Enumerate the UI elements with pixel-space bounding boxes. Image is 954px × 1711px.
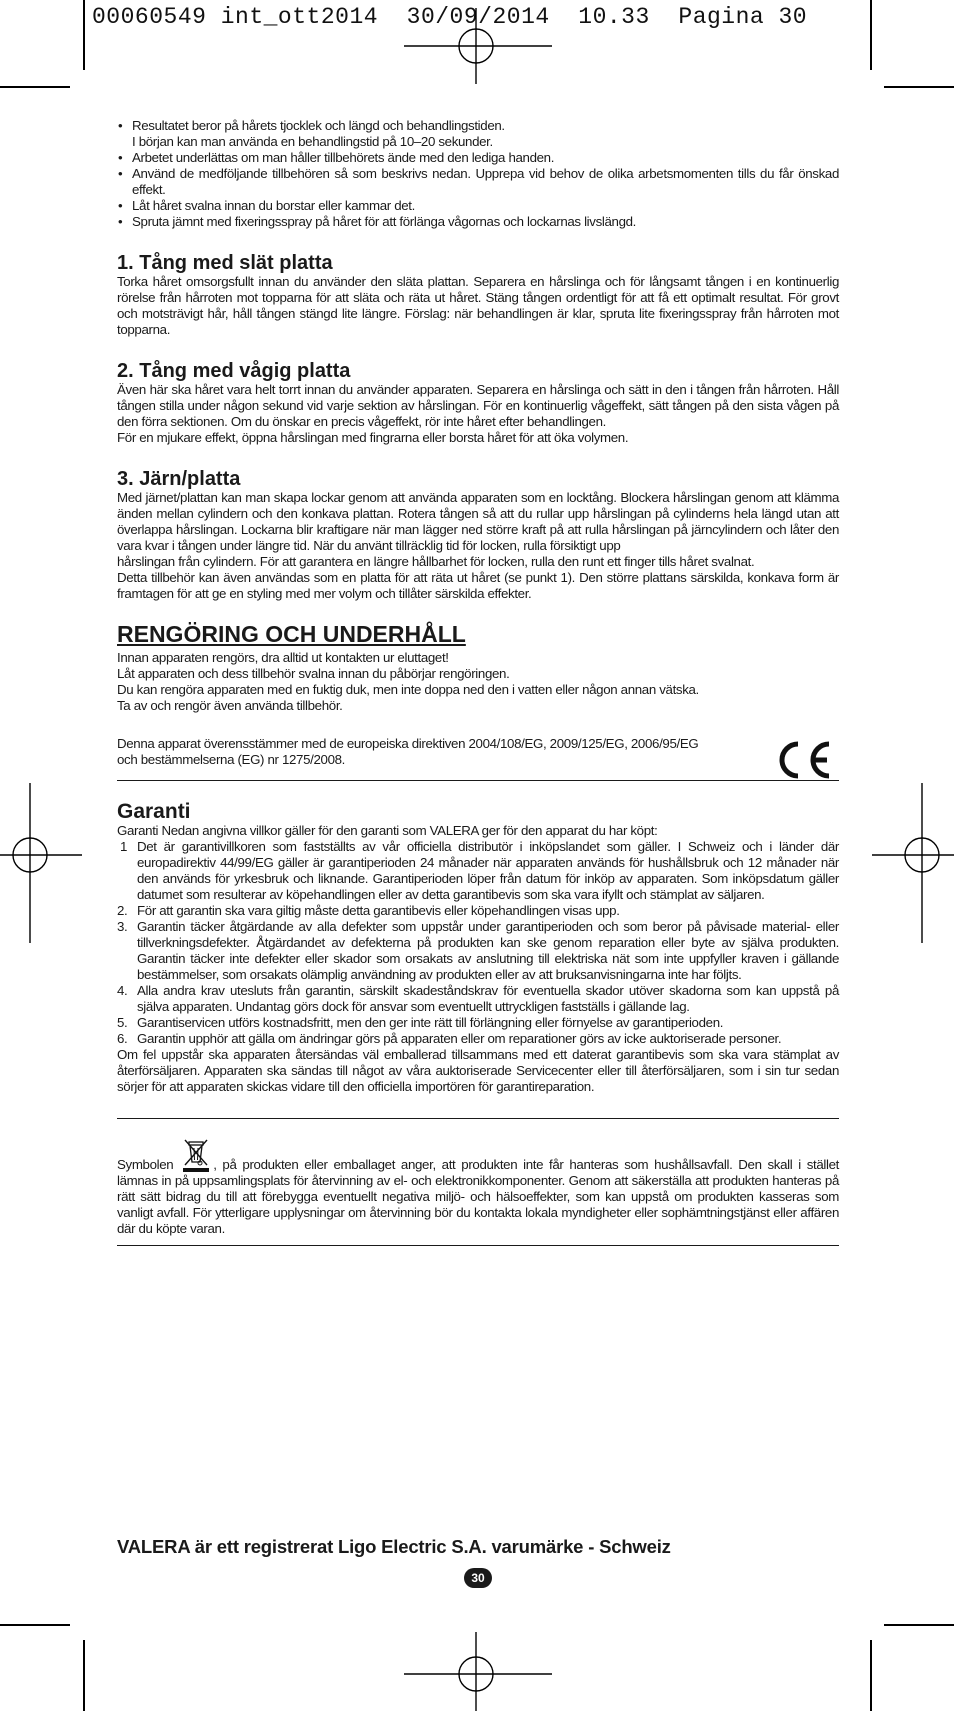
guarantee-term: 6. Garantin upphör att gälla om ändringar görs på apparaten eller om reparationer görs av icke auktoriserade personer. [117, 1031, 782, 1046]
registration-mark-bottom [400, 1632, 560, 1711]
brand-line: VALERA är ett registrerat Ligo Electric S.A. varumärke - Schweiz [117, 1536, 671, 1557]
compliance-text: Denna apparat överensstämmer med de europeiska direktiven 2004/108/EG, 2009/125/EG, 2006/95/EG och bestämmelserna (EG) nr 1275/2008. [117, 736, 699, 767]
guarantee-term: 5. Garantiservicen utförs kostnadsfritt, men den ger inte rätt till förlängning eller förnyelse av garantiperioden. [117, 1015, 724, 1030]
tip-item: • Arbetet underlättas om man håller tillbehörets ände med den lediga handen. [117, 150, 839, 166]
crop-mark-top-right-v [870, 0, 872, 70]
guarantee-intro: Garanti Nedan angivna villkor gäller för den garanti som VALERA ger för den apparat du har köpt: [117, 823, 658, 838]
cleaning-heading: RENGÖRING OCH UNDERHÅLL [117, 621, 466, 647]
section-paragraph: Även här ska håret vara helt torrt innan du använder apparaten. Separera en hårslinga och sätt in den i tången från hårroten. Håll tången stilla under någon sekund vid varje sektion av hårslingan. För en kontinuerlig vågeffekt, sätt tången på den sista vågen på den förra sektionen. Om du önskar en precis vågeffekt, rör inte håret efter behandlingen. [117, 382, 839, 429]
cleaning-line: Innan apparaten rengörs, dra alltid ut kontakten ur eluttaget! [117, 650, 449, 665]
weee-notice: Symbolen , på produkten eller emballaget anger, att produkten inte får hanteras som hushållsavfall. Den skall i stället lämnas in på uppsamlingsplats för återvinning av el- och elektronikkomponenter. Genom att säkerställa att produkten hanteras på rätt sätt bidrag du till att förebygga eventuellt negativa miljö- och hälsoeffekter, som kan uppstå om produkten kasseras som vanligt avfall. För ytterligare upplysningar om återvinning bör du kontakta lokala myndigheter eller sophämtningstjänst eller affären där du köpte varan. [117, 1137, 839, 1237]
guarantee-term: 2. För att garantin ska vara giltig måste detta garantibevis eller köpehandlingen visas upp. [117, 903, 620, 918]
page-content [117, 118, 839, 1246]
section-heading-iron-plate: 3. Järn/platta [117, 468, 241, 490]
section-heading-smooth-plate: 1. Tång med slät platta [117, 252, 333, 274]
guarantee-heading: Garanti [117, 800, 191, 823]
compliance-row [117, 736, 839, 768]
crop-mark-bottom-left-v [83, 1640, 85, 1711]
guarantee-closing: Om fel uppstår ska apparaten återsändas väl emballerad tillsammans med ett daterat garantibevis som ska vara stämplat av återförsäljaren. Apparaten ska sändas till något av våra auktoriserade Servicecenter eller till återförsäljaren, som i sin tur sedan sörjer för att apparaten skickas vidare till den officiella importören för garantireparation. [117, 1047, 839, 1094]
guarantee-terms-list [117, 839, 839, 1047]
section-paragraph: För en mjukare effekt, öppna hårslingan med fingrarna eller borsta håret för att öka volymen. [117, 430, 629, 445]
registration-mark-right [872, 783, 954, 943]
section-paragraph: Detta tillbehör kan även användas som en platta för att räta ut håret (se punkt 1). Den större plattans särskilda, konkava form är framtagen för att ge en styling med mer volym och tillåter särskilda effekter. [117, 570, 839, 601]
crop-mark-bottom-left-h [0, 1624, 70, 1626]
guarantee-term: 4. Alla andra krav utesluts från garantin, särskilt skadeståndskrav för eventuella skador utöver skadorna som kan uppstå på själva apparaten. Undantag görs dock för ansvar som eventuellt uttryckligen fastställs i gällande lag. [117, 983, 839, 1014]
section-paragraph: Torka håret omsorgsfullt innan du använder den släta plattan. Separera en hårslinga och för långsamt tången i en kontinuerlig rörelse från hårroten mot topparna för att släta och räta ut håret. Stäng tången ordentligt för att få ett optimalt resultat. För grovt och motsträvigt hår, håll tången stängd lite längre. Förslag: när behandlingen är klar, spruta lite fixeringsspray från hårroten mot topparna. [117, 274, 839, 337]
tip-item: • Spruta jämnt med fixeringsspray på håret för att förlänga vågornas och lockarnas livslängd. [117, 214, 839, 230]
divider [117, 780, 839, 781]
divider [117, 1118, 839, 1119]
crop-mark-bottom-right-v [870, 1640, 872, 1711]
registration-mark-left [0, 783, 82, 943]
page-number-badge: 30 [464, 1568, 492, 1588]
cleaning-line: Du kan rengöra apparaten med en fuktig duk, men inte doppa ned den i vatten eller någon annan vätska. [117, 682, 699, 697]
ce-mark-icon [771, 738, 835, 782]
cleaning-line: Ta av och rengör även använda tillbehör. [117, 698, 343, 713]
divider [117, 1245, 839, 1246]
guarantee-term: 1 Det är garantivillkoren som fastställts av vår officiella distributör i inköpslandet som gäller. I Schweiz och i länder där europadirektiv 44/99/EG gäller är garantiperioden 24 månader när apparaten används för hushållsbruk och 12 månader när den används för yrkesbruk och liknande. Garantiperioden löper från datum för inköp av apparaten. Som inköpsdatum gäller datumet som resulterar av köpehandlingen eller av detta garantibevis som ska vara ifyllt och stämplat av säljaren. [120, 839, 839, 902]
guarantee-term: 3. Garantin täcker åtgärdande av alla defekter som uppstår under garantiperioden och som beror på påvisade material- eller tillverkningsdefekter. Åtgärdandet av defekterna på produkten kan ske genom reparation eller byte av själva produkten. Garantin täcker inte defekter eller skador som orsakats av anslutning till elektriska nät som inte uppfyller kraven i gällande bestämmelser, som orsakats olämplig användning av produkten eller av att bruksanvisningarna inte har följts. [117, 919, 839, 982]
crop-mark-top-left-h [0, 86, 70, 88]
cleaning-line: Låt apparaten och dess tillbehör svalna innan du påbörjar rengöringen. [117, 666, 510, 681]
section-paragraph: hårslingan från cylindern. För att garantera en längre hållbarhet för locken, rulla den runt ett finger tills håret svalnat. [117, 554, 755, 569]
section-paragraph: Med järnet/plattan kan man skapa lockar genom att använda apparaten som en locktång. Blockera hårslingan genom att klämma änden mellan cylindern och den konkava plattan. Rotera tången så att du rullar upp hårslingan på cylinderns hela längd utan att överlappa hårslingan. Lockarna blir kraftigare när man lägger ned större kraft på att rulla hårslingan på järncylindern och låter den vara kvar i tången under längre tid. När du använt tillräcklig tid för locken, rulla försiktigt upp [117, 490, 839, 553]
crop-mark-top-right-h [884, 86, 954, 88]
tip-item: • Använd de medföljande tillbehören så som beskrivs nedan. Upprepa vid behov de olika arbetsmomenten tills du får önskad effekt. [117, 166, 839, 198]
section-heading-wavy-plate: 2. Tång med vågig platta [117, 360, 351, 382]
tips-list [117, 118, 839, 230]
tip-item: • Låt håret svalna innan du borstar eller kammar det. [117, 198, 839, 214]
crossed-bin-icon [181, 1137, 211, 1173]
registration-mark-top [400, 8, 560, 84]
crop-mark-top-left-v [83, 0, 85, 70]
tip-item: • Resultatet beror på hårets tjocklek och längd och behandlingstiden. I början kan man använda en behandlingstid på 10–20 sekunder. [117, 118, 839, 150]
print-slug-line: 00060549 int_ott2014 30/09/2014 10.33 Pagina 30 [92, 4, 808, 30]
crop-mark-bottom-right-h [884, 1624, 954, 1626]
